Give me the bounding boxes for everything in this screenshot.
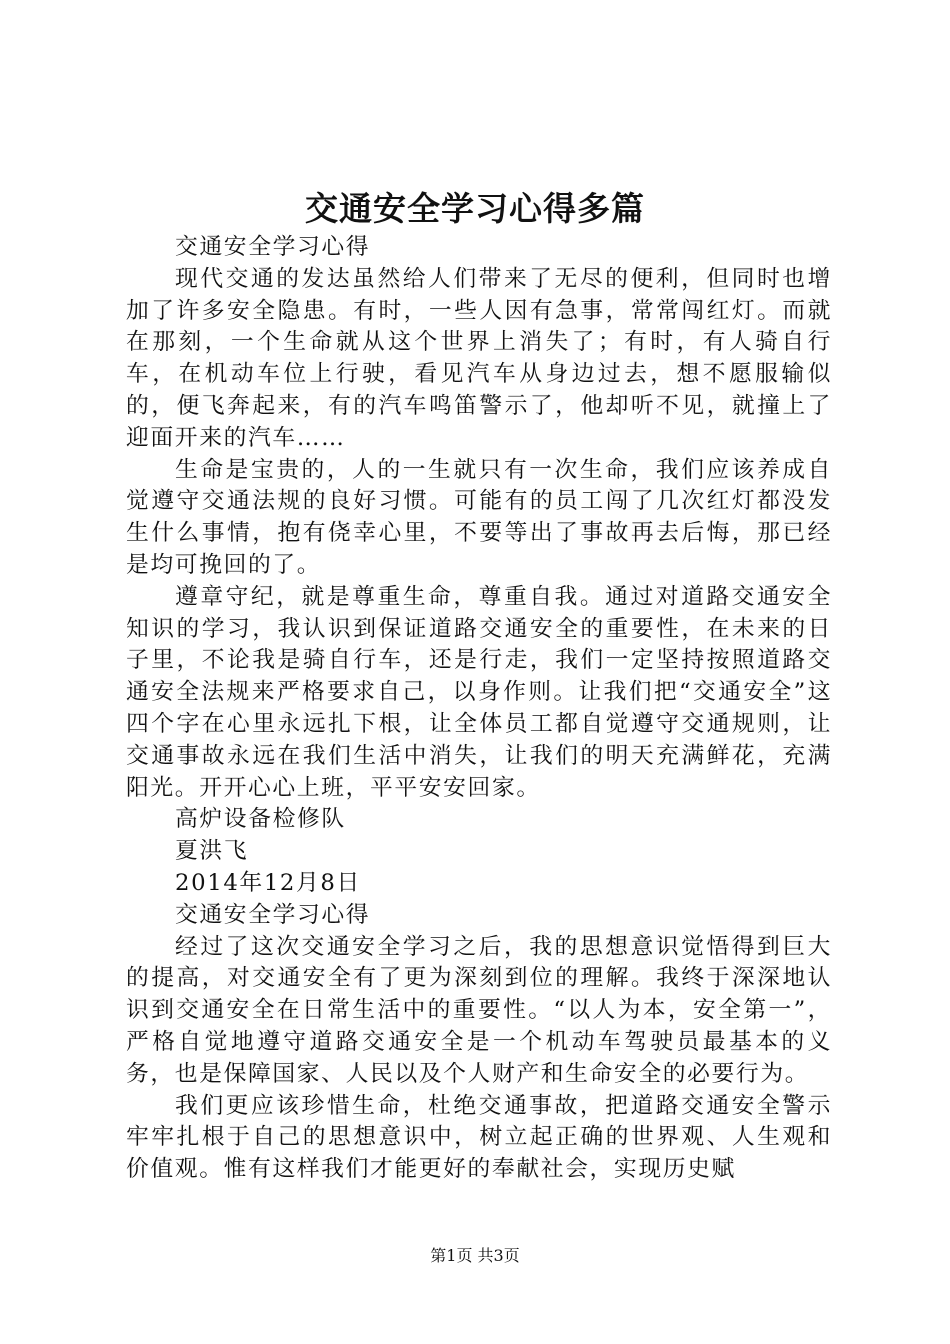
document-title: 交通安全学习心得多篇: [305, 189, 645, 228]
paragraph: 经过了这次交通安全学习之后，我的思想意识觉悟得到巨大的提高，对交通安全有了更为深刻到位的理解。我终于深深地认识到交通安全在日常生活中的重要性。“以人为本，安全第一”，严格自觉地遵守道路交通安全是一个机动车驾驶员最基本的义务，也是保障国家、人民以及个人财产和生命安全的必要行为。: [126, 933, 832, 1087]
signature-name: 夏洪飞: [175, 838, 249, 865]
page-number: 第1页 共3页: [430, 1246, 520, 1265]
section-heading: 交通安全学习心得: [175, 234, 371, 260]
section-heading: 交通安全学习心得: [175, 901, 371, 928]
signature-department: 高炉设备检修队: [175, 806, 346, 833]
signature-date: 2014年12月8日: [175, 869, 361, 896]
paragraph: 现代交通的发达虽然给人们带来了无尽的便利，但同时也增加了许多安全隐患。有时，一些人因有急事，常常闯红灯。而就在那刻，一个生命就从这个世界上消失了；有时，有人骑自行车，在机动车位上行驶，看见汽车从身边过去，想不愿服输似的，便飞奔起来，有的汽车鸣笛警示了，他却听不见，就撞上了迎面开来的汽车……: [126, 265, 832, 451]
paragraph: 我们更应该珍惜生命，杜绝交通事故，把道路交通安全警示牢牢扎根于自己的思想意识中，树立起正确的世界观、人生观和价值观。惟有这样我们才能更好的奉献社会，实现历史赋: [126, 1092, 832, 1183]
paragraph: 生命是宝贵的，人的一生就只有一次生命，我们应该养成自觉遵守交通法规的良好习惯。可能有的员工闯了几次红灯都没发生什么事情，抱有侥幸心里，不要等出了事故再去后悔，那已经是均可挽回的了。: [126, 456, 832, 578]
paragraph: 遵章守纪，就是尊重生命，尊重自我。通过对道路交通安全知识的学习，我认识到保证道路交通安全的重要性，在未来的日子里，不论我是骑自行车，还是行走，我们一定坚持按照道路交通安全法规来严格要求自己，以身作则。让我们把“交通安全”这四个字在心里永远扎下根，让全体员工都自觉遵守交通规则，让交通事故永远在我们生活中消失，让我们的明天充满鲜花，充满阳光。开开心心上班，平平安安回家。: [126, 583, 832, 801]
document-body: [126, 232, 832, 1186]
